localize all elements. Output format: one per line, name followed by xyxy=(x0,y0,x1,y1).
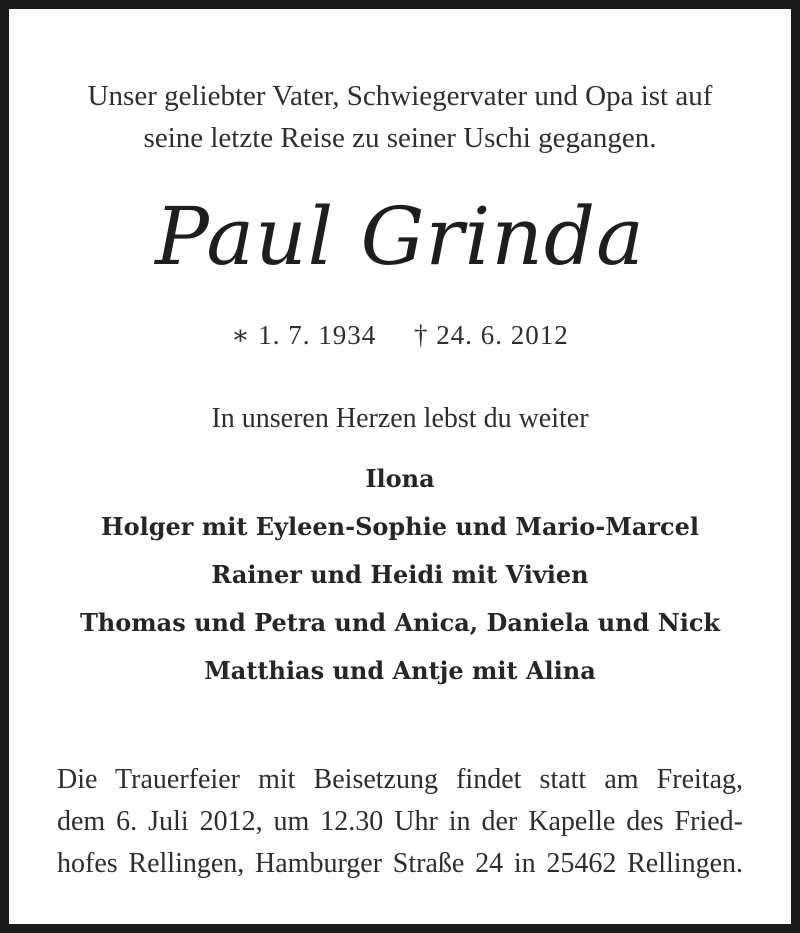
intro-text xyxy=(9,75,791,159)
mourners-list xyxy=(9,455,791,695)
ceremony-details xyxy=(57,759,743,885)
deceased-name: Paul Grinda xyxy=(155,190,645,283)
ceremony-line: hofes Rellingen, Hamburger Straße 24 in 25462 Rellingen. xyxy=(57,848,743,879)
life-dates xyxy=(9,315,791,355)
birth-date: ∗ 1. 7. 1934 xyxy=(231,320,377,350)
death-date: † 24. 6. 2012 xyxy=(414,320,569,350)
mourner-line: Holger mit Eyleen-Sophie und Mario-Marcel xyxy=(100,512,700,541)
intro-line: seine letzte Reise zu seiner Uschi gegangen. xyxy=(143,122,657,154)
mourner-line: Matthias und Antje mit Alina xyxy=(204,656,596,685)
ceremony-line: dem 6. Juli 2012, um 12.30 Uhr in der Kapelle des Fried- xyxy=(57,806,743,837)
mourner-line: Ilona xyxy=(365,464,435,493)
ceremony-line: Die Trauerfeier mit Beisetzung findet statt am Freitag, xyxy=(57,764,743,795)
mourner-line: Rainer und Heidi mit Vivien xyxy=(211,560,589,589)
intro-line: Unser geliebter Vater, Schwiegervater und Opa ist auf xyxy=(87,80,713,112)
mourner-line: Thomas und Petra und Anica, Daniela und Nick xyxy=(79,608,721,637)
memorial-motto: In unseren Herzen lebst du weiter xyxy=(211,403,589,434)
